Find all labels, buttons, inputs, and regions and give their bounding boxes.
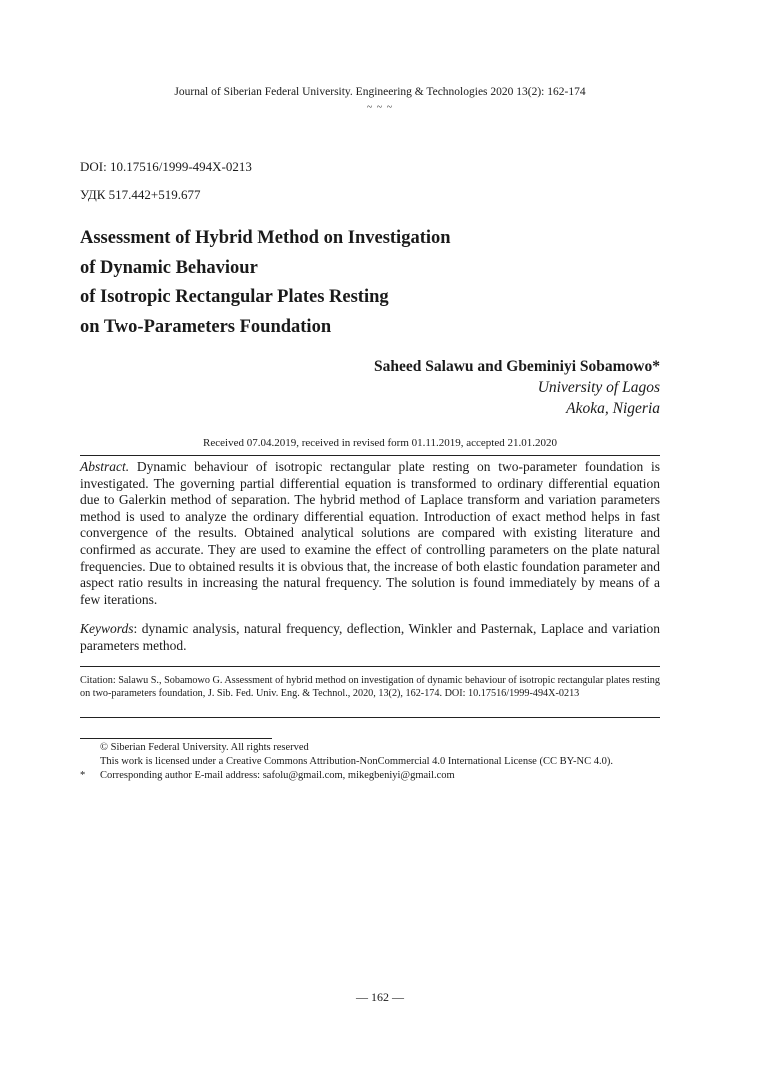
footnote-license: This work is licensed under a Creative Commons Attribution-NonCommercial 4.0 International License (CC BY-NC 4.0).	[100, 756, 613, 767]
title-line: of Isotropic Rectangular Plates Resting	[80, 287, 389, 307]
footnote-divider	[80, 738, 272, 739]
udk-code: УДК 517.442+519.677	[80, 187, 201, 202]
title-line: on Two-Parameters Foundation	[80, 316, 332, 337]
keywords-text: : dynamic analysis, natural frequency, deflection, Winkler and Pasternak, Laplace and variation parameters method.	[80, 621, 660, 653]
divider	[80, 455, 660, 456]
divider	[80, 717, 660, 718]
paper-title	[80, 224, 680, 342]
footnote-copyright: © Siberian Federal University. All rights reserved	[100, 742, 309, 753]
page-number: — 162 —	[356, 990, 404, 1004]
author-block	[374, 356, 660, 419]
journal-header: Journal of Siberian Federal University. Engineering & Technologies 2020 13(2): 162-174	[174, 86, 586, 98]
title-line: of Dynamic Behaviour	[80, 257, 258, 278]
affiliation-university: University of Lagos	[537, 379, 660, 396]
abstract-text: Dynamic behaviour of isotropic rectangular plate resting on two-parameter foundation is investigated. The governing partial differential equation is transformed to ordinary differential equation due to Galerkin method of separation. The hybrid method of Laplace transform and variation parameters method is used to analyze the ordinary differential equation. Introduction of exact method helps in fast convergence of the results. Obtained analytical solutions are compared with existing literature and confirmed as accurate. They are used to examine the effect of controlling parameters on the plate natural frequencies. Due to obtained results it is obvious that, the increase of both elastic foundation parameter and aspect ratio results in increasing the natural frequency. The solution is found immediately by means of a few iterations.	[80, 459, 660, 607]
header-separator: ~ ~ ~	[366, 102, 394, 113]
citation: Citation: Salawu S., Sobamowo G. Assessment of hybrid method on investigation of dynamic behaviour of isotropic rectangular plates resting on two-parameters foundation, J. Sib. Fed. Univ. Eng. & Technol., 2020, 13(2), 162-174. DOI: 10.17516/1999-494X-0213	[80, 675, 660, 700]
divider	[80, 666, 660, 667]
footnote-corresponding-author: Corresponding author E-mail address: safolu@gmail.com, mikegbeniyi@gmail.com	[100, 770, 455, 781]
keywords-label: Keywords	[80, 621, 134, 636]
footnote-marker: *	[80, 770, 86, 781]
doi: DOI: 10.17516/1999-494X-0213	[80, 159, 252, 174]
title-line: Assessment of Hybrid Method on Investigation	[80, 228, 451, 248]
keywords	[80, 621, 660, 654]
abstract-label: Abstract.	[80, 459, 130, 474]
received-dates: Received 07.04.2019, received in revised form 01.11.2019, accepted 21.01.2020	[203, 437, 557, 449]
affiliation-location: Akoka, Nigeria	[566, 400, 660, 417]
abstract	[80, 459, 660, 608]
author-names: Saheed Salawu and Gbeminiyi Sobamowo*	[374, 358, 660, 375]
